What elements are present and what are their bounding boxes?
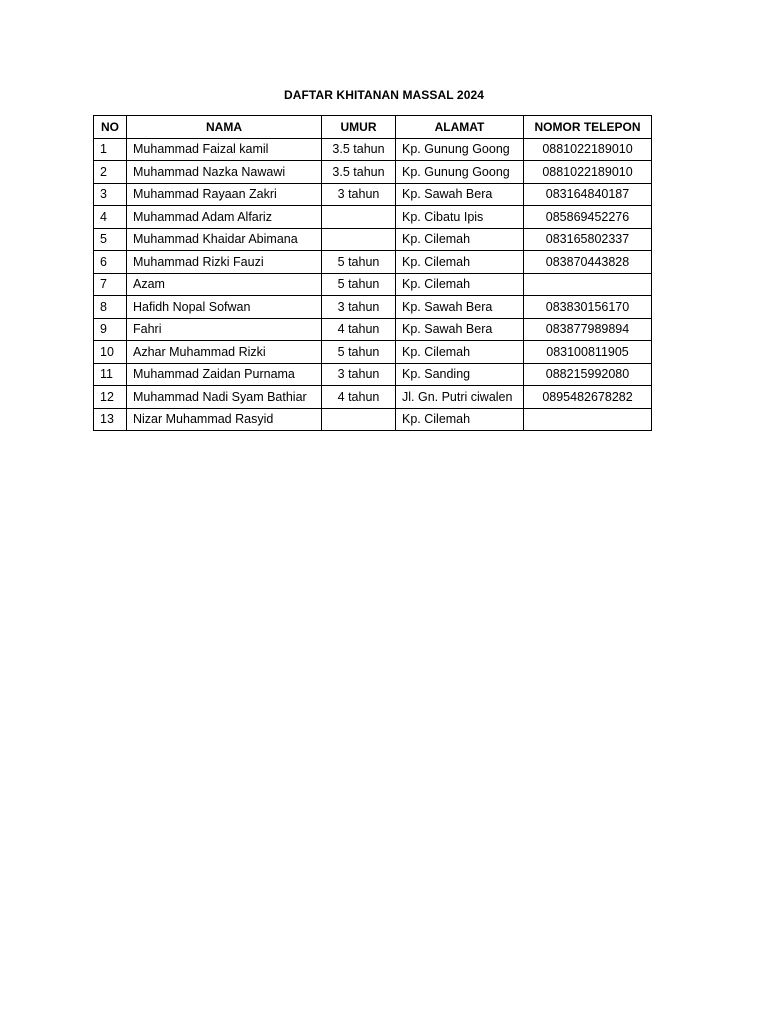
cell-umur: 4 tahun xyxy=(322,318,396,341)
cell-alamat: Kp. Sanding xyxy=(396,363,524,386)
cell-no: 10 xyxy=(94,341,127,364)
cell-umur xyxy=(322,206,396,229)
cell-nama: Fahri xyxy=(127,318,322,341)
table-row xyxy=(94,363,652,386)
cell-nomor-telepon: 0895482678282 xyxy=(524,386,652,409)
page-title: DAFTAR KHITANAN MASSAL 2024 xyxy=(283,88,485,102)
cell-alamat: Kp. Cilemah xyxy=(396,408,524,431)
cell-umur: 3.5 tahun xyxy=(322,138,396,161)
cell-umur: 3 tahun xyxy=(322,183,396,206)
cell-no: 1 xyxy=(94,138,127,161)
cell-umur: 3.5 tahun xyxy=(322,161,396,184)
cell-umur: 4 tahun xyxy=(322,386,396,409)
header-no: NO xyxy=(94,116,127,139)
cell-nomor-telepon: 083870443828 xyxy=(524,251,652,274)
cell-umur: 5 tahun xyxy=(322,273,396,296)
cell-nama: Muhammad Nazka Nawawi xyxy=(127,161,322,184)
cell-nama: Muhammad Rayaan Zakri xyxy=(127,183,322,206)
table-row xyxy=(94,251,652,274)
table-row xyxy=(94,408,652,431)
cell-nama: Azam xyxy=(127,273,322,296)
cell-nama: Muhammad Faizal kamil xyxy=(127,138,322,161)
cell-nomor-telepon: 085869452276 xyxy=(524,206,652,229)
table-row xyxy=(94,341,652,364)
cell-nomor-telepon xyxy=(524,273,652,296)
cell-alamat: Kp. Cilemah xyxy=(396,228,524,251)
cell-no: 8 xyxy=(94,296,127,319)
cell-alamat: Kp. Sawah Bera xyxy=(396,296,524,319)
cell-nomor-telepon: 0881022189010 xyxy=(524,138,652,161)
table-body xyxy=(94,138,652,431)
cell-umur xyxy=(322,408,396,431)
cell-no: 13 xyxy=(94,408,127,431)
cell-nomor-telepon: 083100811905 xyxy=(524,341,652,364)
cell-nomor-telepon: 083830156170 xyxy=(524,296,652,319)
table-row xyxy=(94,183,652,206)
header-umur: UMUR xyxy=(322,116,396,139)
cell-nama: Muhammad Adam Alfariz xyxy=(127,206,322,229)
cell-alamat: Kp. Gunung Goong xyxy=(396,161,524,184)
cell-no: 12 xyxy=(94,386,127,409)
cell-umur xyxy=(322,228,396,251)
cell-nama: Muhammad Zaidan Purnama xyxy=(127,363,322,386)
table-row xyxy=(94,228,652,251)
table-row xyxy=(94,296,652,319)
header-nama: NAMA xyxy=(127,116,322,139)
cell-nomor-telepon: 083164840187 xyxy=(524,183,652,206)
cell-no: 7 xyxy=(94,273,127,296)
cell-no: 9 xyxy=(94,318,127,341)
table-row xyxy=(94,161,652,184)
cell-nomor-telepon: 083165802337 xyxy=(524,228,652,251)
cell-nomor-telepon: 083877989894 xyxy=(524,318,652,341)
cell-no: 11 xyxy=(94,363,127,386)
participant-table xyxy=(93,115,652,431)
cell-nama: Muhammad Nadi Syam Bathiar xyxy=(127,386,322,409)
cell-alamat: Kp. Cilemah xyxy=(396,251,524,274)
cell-umur: 5 tahun xyxy=(322,251,396,274)
cell-no: 2 xyxy=(94,161,127,184)
cell-alamat: Kp. Cilemah xyxy=(396,273,524,296)
header-nomor-telepon: NOMOR TELEPON xyxy=(524,116,652,139)
cell-nomor-telepon xyxy=(524,408,652,431)
table-row xyxy=(94,318,652,341)
cell-no: 3 xyxy=(94,183,127,206)
table-row xyxy=(94,386,652,409)
cell-umur: 3 tahun xyxy=(322,296,396,319)
table-row xyxy=(94,273,652,296)
cell-no: 5 xyxy=(94,228,127,251)
cell-nomor-telepon: 0881022189010 xyxy=(524,161,652,184)
table-row xyxy=(94,206,652,229)
cell-alamat: Kp. Sawah Bera xyxy=(396,318,524,341)
cell-nama: Muhammad Rizki Fauzi xyxy=(127,251,322,274)
cell-alamat: Kp. Sawah Bera xyxy=(396,183,524,206)
cell-nomor-telepon: 088215992080 xyxy=(524,363,652,386)
cell-no: 6 xyxy=(94,251,127,274)
cell-no: 4 xyxy=(94,206,127,229)
cell-umur: 3 tahun xyxy=(322,363,396,386)
cell-nama: Muhammad Khaidar Abimana xyxy=(127,228,322,251)
cell-nama: Nizar Muhammad Rasyid xyxy=(127,408,322,431)
header-alamat: ALAMAT xyxy=(396,116,524,139)
cell-alamat: Jl. Gn. Putri ciwalen xyxy=(396,386,524,409)
table-row xyxy=(94,138,652,161)
cell-alamat: Kp. Gunung Goong xyxy=(396,138,524,161)
cell-nama: Azhar Muhammad Rizki xyxy=(127,341,322,364)
table-header-row xyxy=(94,116,652,139)
cell-alamat: Kp. Cibatu Ipis xyxy=(396,206,524,229)
cell-alamat: Kp. Cilemah xyxy=(396,341,524,364)
cell-umur: 5 tahun xyxy=(322,341,396,364)
cell-nama: Hafidh Nopal Sofwan xyxy=(127,296,322,319)
